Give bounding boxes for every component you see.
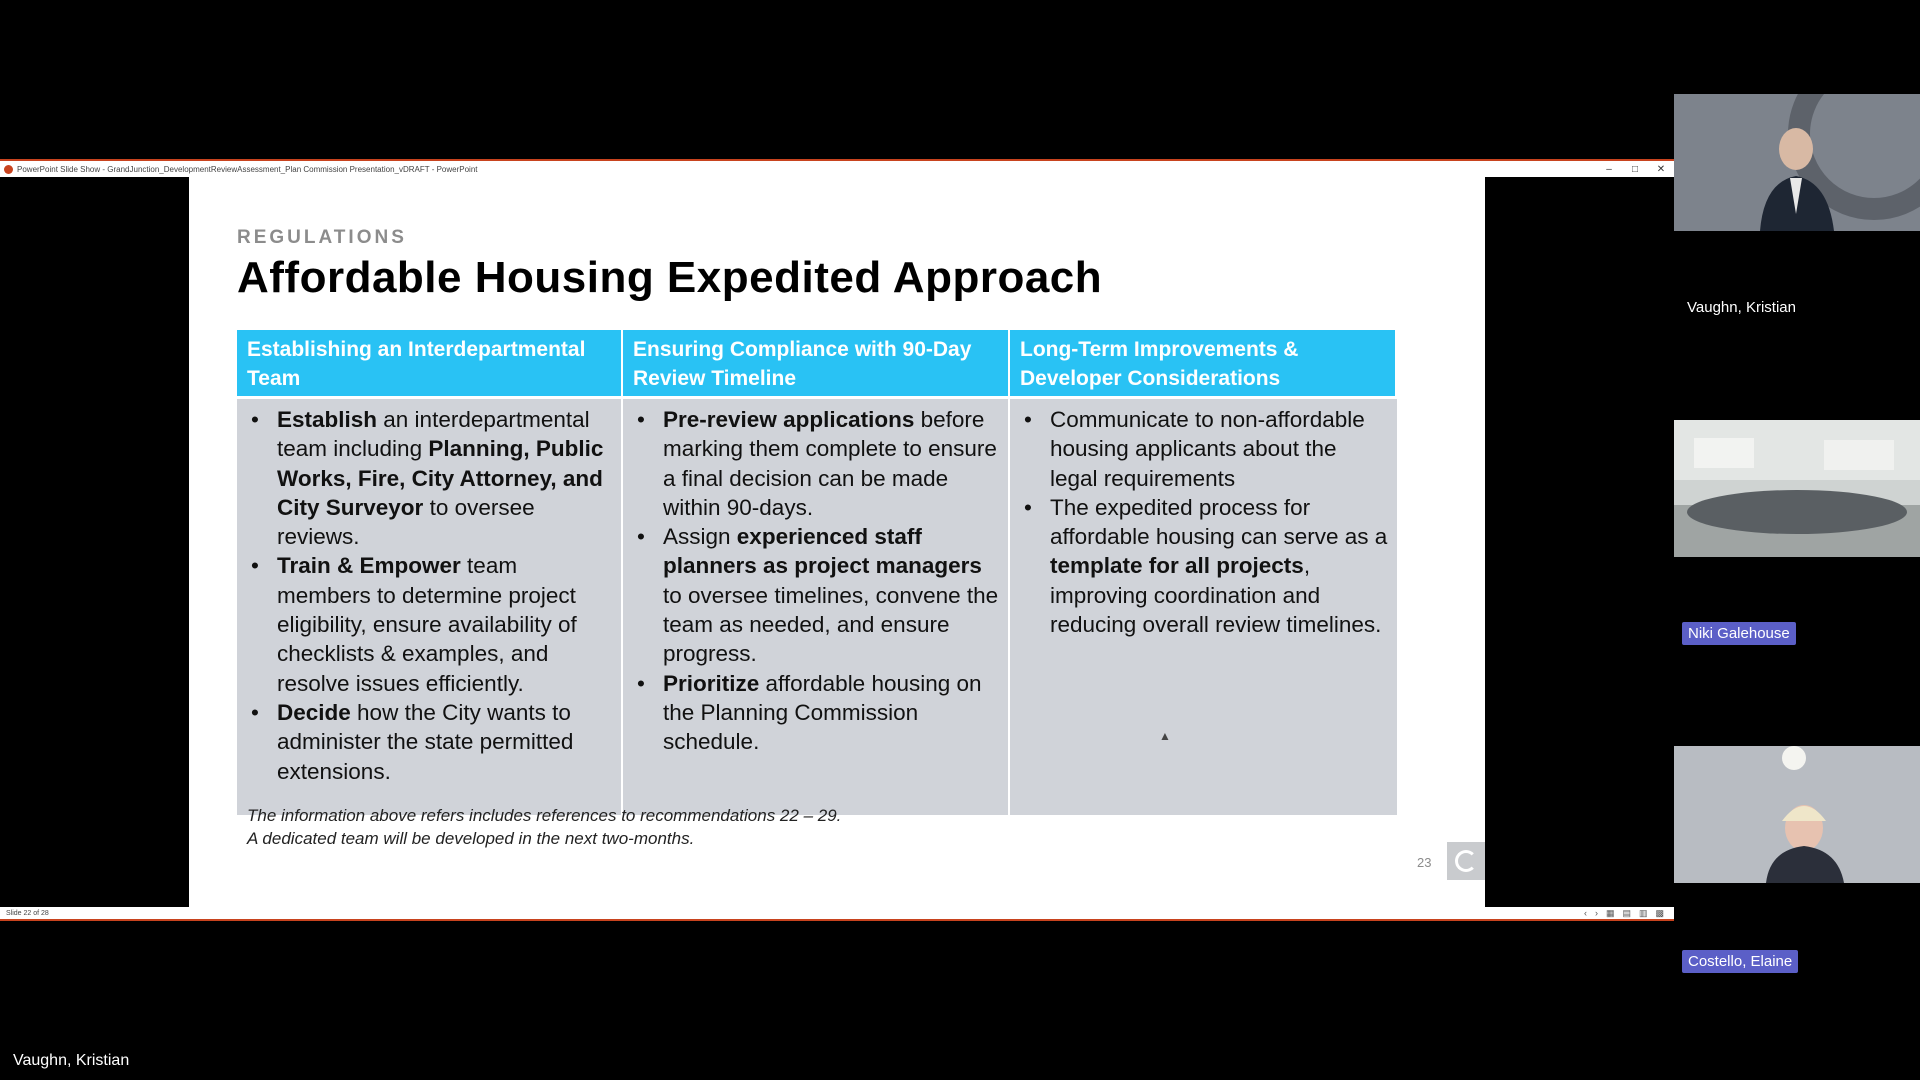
bullet-item: • The expedited process for affordable housing can serve as a template for all projects, improving coordination and reducing overall review timelines. <box>1018 493 1389 639</box>
participant-name: Niki Galehouse <box>1682 622 1796 645</box>
bullet-item: • Train & Empower team members to determine project eligibility, ensure availability of checklists & examples, and resolve issues efficiently. <box>245 551 613 697</box>
city-logo-icon <box>1447 842 1485 880</box>
column-cell-compliance <box>623 396 1010 815</box>
approach-table <box>237 330 1397 815</box>
mouse-cursor-icon: ▲ <box>1159 729 1171 743</box>
page-number: 23 <box>1417 855 1432 870</box>
column-header-improvements: Long-Term Improvements & Developer Considerations <box>1010 330 1397 396</box>
window-controls <box>1596 164 1674 175</box>
bullet-item: • Assign experienced staff planners as project managers to oversee timelines, convene the team as needed, and ensure progress. <box>631 522 1000 668</box>
close-button[interactable]: ✕ <box>1656 163 1666 175</box>
bullet-item: • Decide how the City wants to administer the state permitted extensions. <box>245 698 613 786</box>
powerpoint-window <box>0 159 1674 921</box>
column-header-compliance: Ensuring Compliance with 90-Day Review Timeline <box>623 330 1010 396</box>
participant-video-tile[interactable] <box>1674 94 1920 231</box>
normal-view-button[interactable]: ▦ <box>1605 907 1615 918</box>
column-cell-team <box>237 396 623 815</box>
presenter-name: Vaughn, Kristian <box>13 1052 130 1069</box>
footnote-line: A dedicated team will be developed in the next two-months. <box>247 829 695 848</box>
column-header-team: Establishing an Interdepartmental Team <box>237 330 623 396</box>
bullet-list <box>245 405 613 786</box>
participant-video <box>1674 420 1920 557</box>
bullet-item: • Communicate to non-affordable housing applicants about the legal requirements <box>1018 405 1389 493</box>
bullet-list <box>1018 405 1389 639</box>
participant-name: Vaughn, Kristian <box>1687 299 1796 316</box>
footnote-line: The information above refers includes references to recommendations 22 – 29. <box>247 806 842 825</box>
powerpoint-icon <box>4 165 13 174</box>
minimize-button[interactable]: – <box>1606 163 1612 175</box>
slide-area <box>0 177 1674 907</box>
next-slide-button[interactable]: › <box>1594 907 1598 918</box>
slide[interactable] <box>189 177 1485 907</box>
status-bar <box>0 907 1674 921</box>
participant-video-tile[interactable] <box>1674 746 1920 883</box>
previous-slide-button[interactable]: ‹ <box>1583 907 1587 918</box>
view-controls <box>1584 908 1674 919</box>
bullet-list <box>631 405 1000 757</box>
reading-view-button[interactable]: ▥ <box>1638 907 1648 918</box>
section-label: REGULATIONS <box>237 227 407 248</box>
window-title: PowerPoint Slide Show - GrandJunction_DevelopmentReviewAssessment_Plan Commission Presentation_vDRAFT - PowerPoint <box>17 164 478 174</box>
participant-video <box>1674 94 1920 231</box>
title-bar <box>0 159 1674 177</box>
slide-sorter-button[interactable]: ▤ <box>1622 907 1631 918</box>
slide-counter: Slide 22 of 28 <box>6 909 49 917</box>
footnote <box>247 804 841 850</box>
slide-title: Affordable Housing Expedited Approach <box>237 253 1103 302</box>
bullet-item: • Establish an interdepartmental team including Planning, Public Works, Fire, City Attorney, and City Surveyor to oversee reviews. <box>245 405 613 551</box>
participant-video <box>1674 746 1920 883</box>
slideshow-view-button[interactable]: ▩ <box>1655 907 1664 918</box>
participant-name: Costello, Elaine <box>1682 950 1798 973</box>
restore-button[interactable]: □ <box>1631 163 1639 175</box>
bullet-item: • Pre-review applications before marking them complete to ensure a final decision can be made within 90-days. <box>631 405 1000 522</box>
column-cell-improvements <box>1010 396 1397 815</box>
participant-video-tile[interactable] <box>1674 420 1920 557</box>
bullet-item: • Prioritize affordable housing on the Planning Commission schedule. <box>631 669 1000 757</box>
